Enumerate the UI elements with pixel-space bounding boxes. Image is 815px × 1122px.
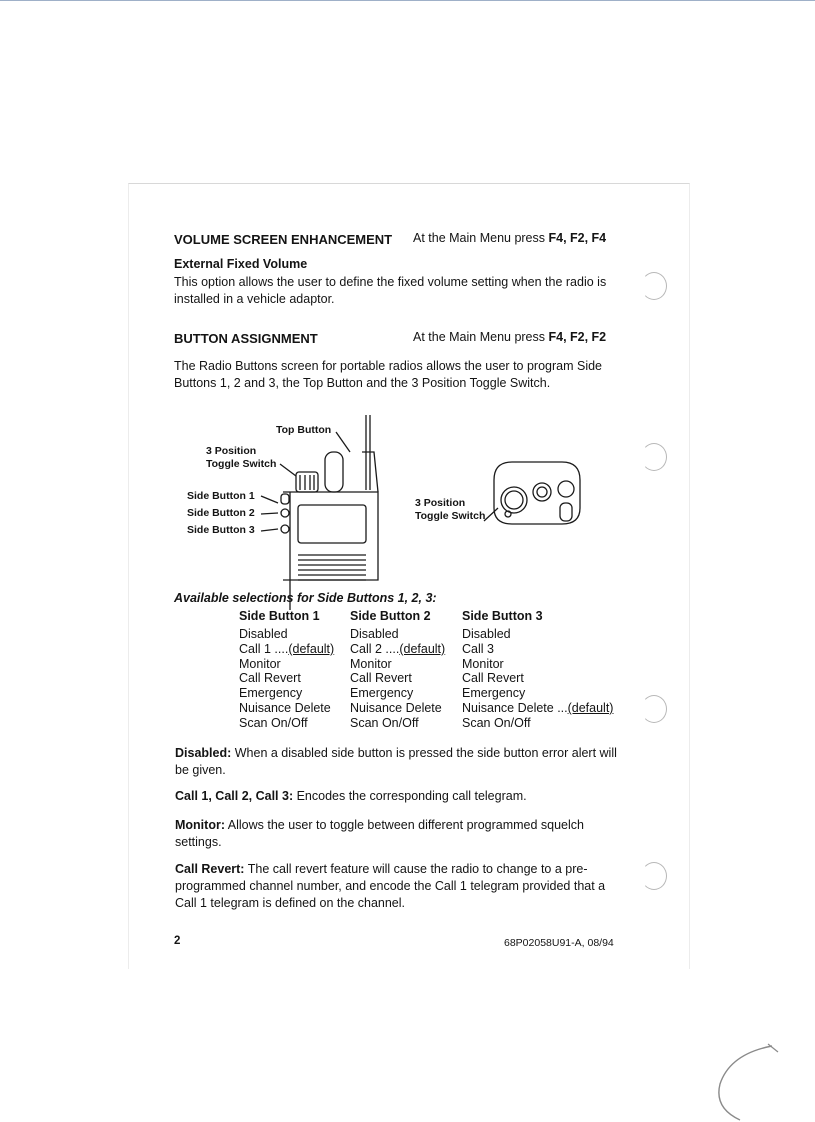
option-item: Emergency (462, 686, 526, 701)
volume-body: This option allows the user to define the fixed volume setting when the radio is installed in a vehicle adaptor. (174, 275, 607, 306)
option-item (239, 642, 334, 657)
document-id: 68P02058U91-A, 08/94 (504, 937, 614, 949)
option-item: Call 3 (462, 641, 494, 656)
selection-column-1 (239, 609, 334, 731)
definition-monitor (175, 817, 620, 851)
corner-scribble (700, 1040, 810, 1122)
option-item: Disabled (350, 627, 399, 641)
option-item: Monitor (462, 656, 504, 671)
default-tag: (default) (567, 700, 614, 715)
label-side-button-2: Side Button 2 (187, 507, 255, 519)
option-item: Scan On/Off (239, 715, 308, 730)
volume-menu-keys: F4, F2, F4 (548, 231, 607, 245)
label-toggle-right-1: 3 Position (415, 497, 466, 509)
option-item: Monitor (350, 656, 392, 671)
volume-menu-prefix: At the Main Menu press (413, 231, 549, 245)
label-side-button-1: Side Button 1 (187, 490, 255, 502)
definition-text: When a disabled side button is pressed the side button error alert will be given. (175, 746, 617, 777)
option-item (462, 701, 613, 716)
column-header: Side Button 1 (239, 609, 320, 623)
page-number: 2 (174, 935, 181, 947)
label-side-button-3: Side Button 3 (187, 524, 255, 536)
option-item: Scan On/Off (350, 715, 419, 730)
definition-term: Call 1, Call 2, Call 3: (175, 789, 294, 803)
label-toggle-left-1: 3 Position (206, 445, 257, 457)
selection-column-3 (462, 609, 613, 731)
definition-disabled (175, 745, 620, 779)
option-item: Call Revert (462, 671, 524, 686)
button-body: The Radio Buttons screen for portable radios allows the user to program Side Buttons 1, 2 and 3, the Top Button and the 3 Position Toggle Switch. (174, 359, 603, 390)
volume-section-title: VOLUME SCREEN ENHANCEMENT (174, 232, 393, 247)
definition-text: Encodes the corresponding call telegram. (293, 789, 527, 803)
label-toggle-left-2: Toggle Switch (206, 458, 277, 470)
option-text: Call 1 .... (239, 641, 289, 656)
option-item: Emergency (350, 686, 414, 701)
option-text: Nuisance Delete ... (462, 700, 568, 715)
button-menu-prefix: At the Main Menu press (413, 330, 549, 344)
button-menu-keys: F4, F2, F2 (548, 330, 607, 344)
button-section-title: BUTTON ASSIGNMENT (174, 331, 318, 346)
option-item: Nuisance Delete (239, 700, 331, 715)
definition-term: Monitor: (175, 818, 225, 832)
option-item: Scan On/Off (462, 715, 531, 730)
definition-call (175, 788, 620, 805)
option-item: Call Revert (350, 671, 412, 686)
option-item: Call Revert (239, 671, 301, 686)
volume-subtitle: External Fixed Volume (174, 257, 308, 271)
option-item: Emergency (239, 686, 303, 701)
option-item: Disabled (239, 627, 288, 641)
option-item (350, 642, 445, 657)
definition-text: Allows the user to toggle between different programmed squelch settings. (175, 818, 584, 849)
selection-column-2 (350, 609, 445, 731)
option-item: Disabled (462, 627, 511, 641)
default-tag: (default) (288, 641, 335, 656)
option-item: Monitor (239, 656, 281, 671)
option-text: Call 2 .... (350, 641, 400, 656)
option-item: Nuisance Delete (350, 700, 442, 715)
definition-text: The call revert feature will cause the radio to change to a pre-programmed channel number, and encode the Call 1 telegram provided that a Call 1 telegram is defined on the channel. (175, 862, 606, 910)
label-top-button: Top Button (276, 424, 332, 436)
selections-heading: Available selections for Side Buttons 1, 2, 3: (174, 591, 437, 605)
definition-term: Call Revert: (175, 862, 245, 876)
label-toggle-right-2: Toggle Switch (415, 510, 486, 522)
default-tag: (default) (399, 641, 446, 656)
definition-call-revert (175, 861, 620, 912)
column-header: Side Button 2 (350, 609, 431, 623)
definition-term: Disabled: (175, 746, 232, 760)
column-header: Side Button 3 (462, 609, 543, 623)
